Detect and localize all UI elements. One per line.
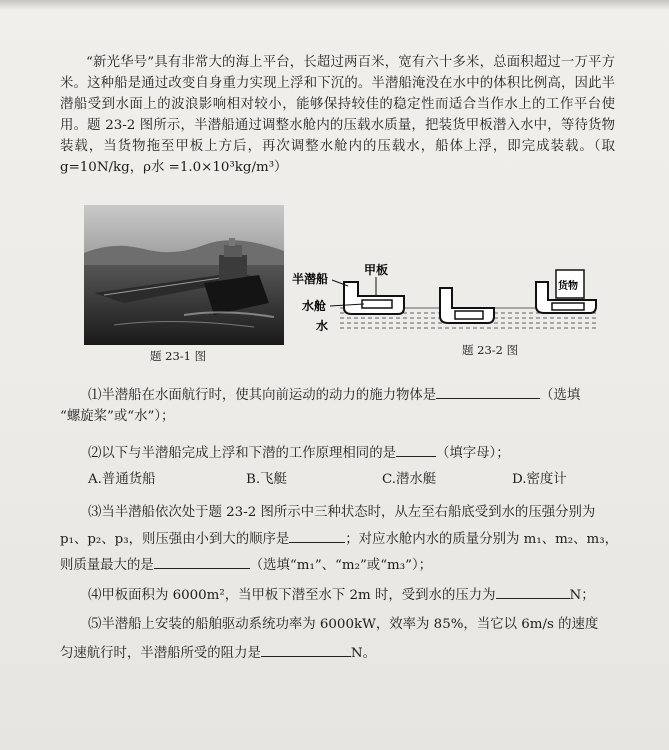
label-deck: 甲板 (364, 263, 389, 277)
q2-tail: （填字母）； (435, 446, 510, 461)
label-water: 水 (316, 319, 329, 333)
q5-answer-blank[interactable] (261, 642, 351, 657)
q3-text-c1: 则质量最大的是 (60, 558, 154, 573)
intro-paragraph: “新光华号”具有非常大的海上平台，长超过两百米，宽有六十多米，总面积超过一万平方米。这种船是通过改变自身重力实现上浮和下沉的。半潜船淹没在水中的体积比例高，因此半潜船受到水面上的波浪影响相对较小，能够保持较佳的稳定性而适合当作水上的工作平台使用。题 23-2 图所示，半潜船通过调整水舱内的压载水质量，把装货甲板潜入水中，等待货物装载，当货物拖至甲板上方后，再次调整水舱内的压载水，船体上浮，即完成装载。（取 g=10N/kg，ρ水 =1.0×10³kg/m³） (60, 55, 615, 175)
q5-unit: N。 (350, 646, 376, 661)
question-2 (88, 442, 628, 465)
label-tank: 水舱 (302, 299, 327, 313)
q3-text-b1: p₁、p₂、p₃，则压强由小到大的顺序是 (60, 532, 290, 547)
question-5-line1 (88, 614, 628, 636)
figure1-caption: 题 23-1 图 (150, 349, 207, 363)
q4-answer-blank[interactable] (496, 584, 570, 599)
q1-text: ⑴半潜船在水面航行时，使其向前运动的动力的施力物体是 (88, 388, 437, 403)
question-5-line2 (60, 642, 620, 665)
question-3-line3 (60, 554, 620, 577)
q2-option-a: A.普通货船 (88, 472, 156, 487)
q5-text-b1: 匀速航行时，半潜船所受的阻力是 (60, 646, 261, 661)
label-ship: 半潜船 (292, 272, 329, 286)
ship-state-2 (440, 288, 494, 323)
q3-text-c2: （选填“m₁”、“m₂”或“m₃”）； (249, 558, 433, 573)
q1-options: “螺旋桨”或“水”）； (60, 409, 175, 424)
label-cargo: 货物 (558, 281, 578, 292)
question-1-line1 (88, 384, 628, 407)
ship-photo-drawing (84, 205, 284, 345)
q2-option-c: C.潜水艇 (382, 472, 437, 487)
q3-text-b2: ；对应水舱内水的质量分别为 m₁、m₂、m₃， (345, 532, 618, 547)
q2-option-d: D.密度计 (512, 472, 567, 487)
question-4 (88, 584, 628, 607)
q2-answer-blank[interactable] (396, 442, 436, 457)
q4-unit: N； (569, 588, 595, 603)
q3-text-a: ⑶当半潜船依次处于题 23-2 图所示中三种状态时，从左至右船底受到水的压强分别为 (88, 505, 596, 520)
scan-shadow (0, 0, 669, 10)
q1-hint: （选填 (540, 388, 581, 403)
q5-text-a: ⑸半潜船上安装的船舶驱动系统功率为 6000kW，效率为 85%，当它以 6m/s 的速度 (88, 617, 599, 632)
figure2-caption: 题 23-2 图 (462, 343, 519, 357)
q3-mass-blank[interactable] (154, 554, 250, 569)
question-3-line1 (88, 502, 628, 524)
q4-text: ⑷甲板面积为 6000m²，当甲板下潜至水下 2m 时，受到水的压力为 (88, 588, 496, 603)
diagram-23-2 (292, 256, 612, 342)
ship-photo (84, 205, 284, 345)
q2-option-b: B.飞艇 (246, 472, 287, 487)
q3-pressure-blank[interactable] (289, 528, 345, 543)
question-1-line2 (60, 406, 620, 428)
ship-state-1 (344, 282, 404, 314)
q2-text: ⑵以下与半潜船完成上浮和下潜的工作原理相同的是 (88, 446, 396, 461)
question-3-line2 (60, 528, 620, 551)
q1-answer-blank[interactable] (436, 384, 540, 399)
